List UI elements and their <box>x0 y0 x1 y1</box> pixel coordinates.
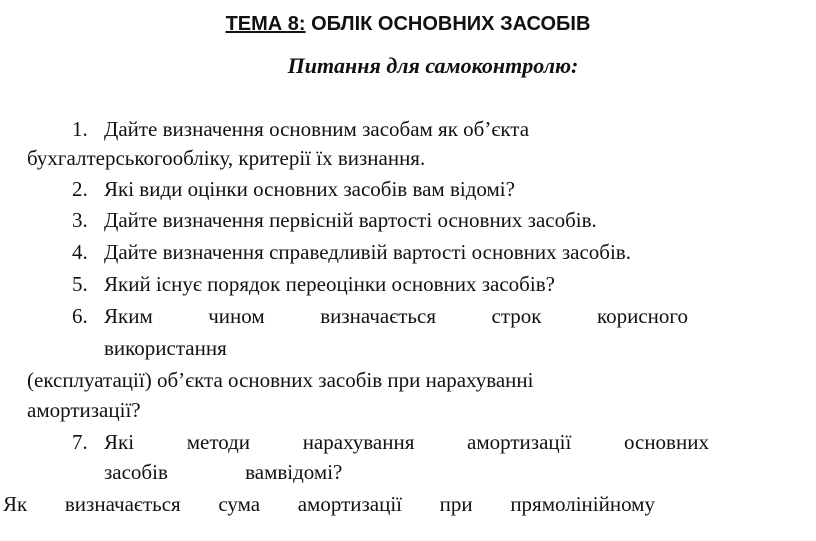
question-7-word: методи <box>186 430 251 454</box>
question-1-text-line-1: Дайте визначення основним засобам як об’єкта <box>104 117 530 141</box>
question-8-word: при <box>439 492 473 516</box>
question-7-word: нарахування <box>302 430 415 454</box>
question-4-text: Дайте визначення справедливій вартості основних засобів. <box>104 240 631 264</box>
question-6-number: 6. <box>72 304 88 328</box>
question-8-word: Як <box>3 492 28 516</box>
question-7-word: основних <box>623 430 709 454</box>
question-6-text-line-2: використання <box>104 336 227 360</box>
page-title <box>0 10 816 38</box>
question-6-text-line-4: амортизації? <box>27 398 141 422</box>
question-3-text: Дайте визначення первісній вартості основних засобів. <box>104 208 597 232</box>
question-8-word: прямолінійному <box>510 492 655 516</box>
question-3-number: 3. <box>72 208 88 232</box>
question-4-number: 4. <box>72 240 88 264</box>
question-6-text-line-1 <box>104 301 688 331</box>
question-7-number: 7. <box>72 430 88 454</box>
question-8-word: сума <box>218 492 261 516</box>
question-8-text-line-1 <box>3 489 655 519</box>
question-7-word: Які <box>104 430 135 454</box>
question-6-text-line-3: (експлуатації) об’єкта основних засобів при нарахуванні <box>27 368 534 392</box>
question-7-text-line-2 <box>104 457 342 487</box>
question-1-number: 1. <box>72 117 88 141</box>
question-2-number: 2. <box>72 177 88 201</box>
question-2-text: Які види оцінки основних засобів вам відомі? <box>104 177 515 201</box>
question-6-word: строк <box>491 304 542 328</box>
question-6-word: Яким <box>104 304 153 328</box>
question-6-word: корисного <box>596 304 688 328</box>
question-5-number: 5. <box>72 272 88 296</box>
question-8-word: амортизації <box>297 492 403 516</box>
title-topic-number: ТЕМА 8: <box>225 13 306 35</box>
question-1-text-line-2: бухгалтерськогообліку, критерії їх визнання. <box>27 146 426 170</box>
page-subtitle: Питання для самоконтролю: <box>287 53 579 78</box>
question-8-word: визначається <box>64 492 181 516</box>
question-7-text-line-1 <box>104 427 709 457</box>
question-7-word: засобів <box>104 460 168 484</box>
title-topic-name: ОБЛІК ОСНОВНИХ ЗАСОБІВ <box>305 13 591 35</box>
question-7-word: вамвідомі? <box>245 460 343 484</box>
question-6-word: визначається <box>320 304 436 328</box>
question-7-word: амортизації <box>467 430 572 454</box>
question-5-text: Який існує порядок переоцінки основних засобів? <box>104 272 555 296</box>
question-6-word: чином <box>208 304 265 328</box>
